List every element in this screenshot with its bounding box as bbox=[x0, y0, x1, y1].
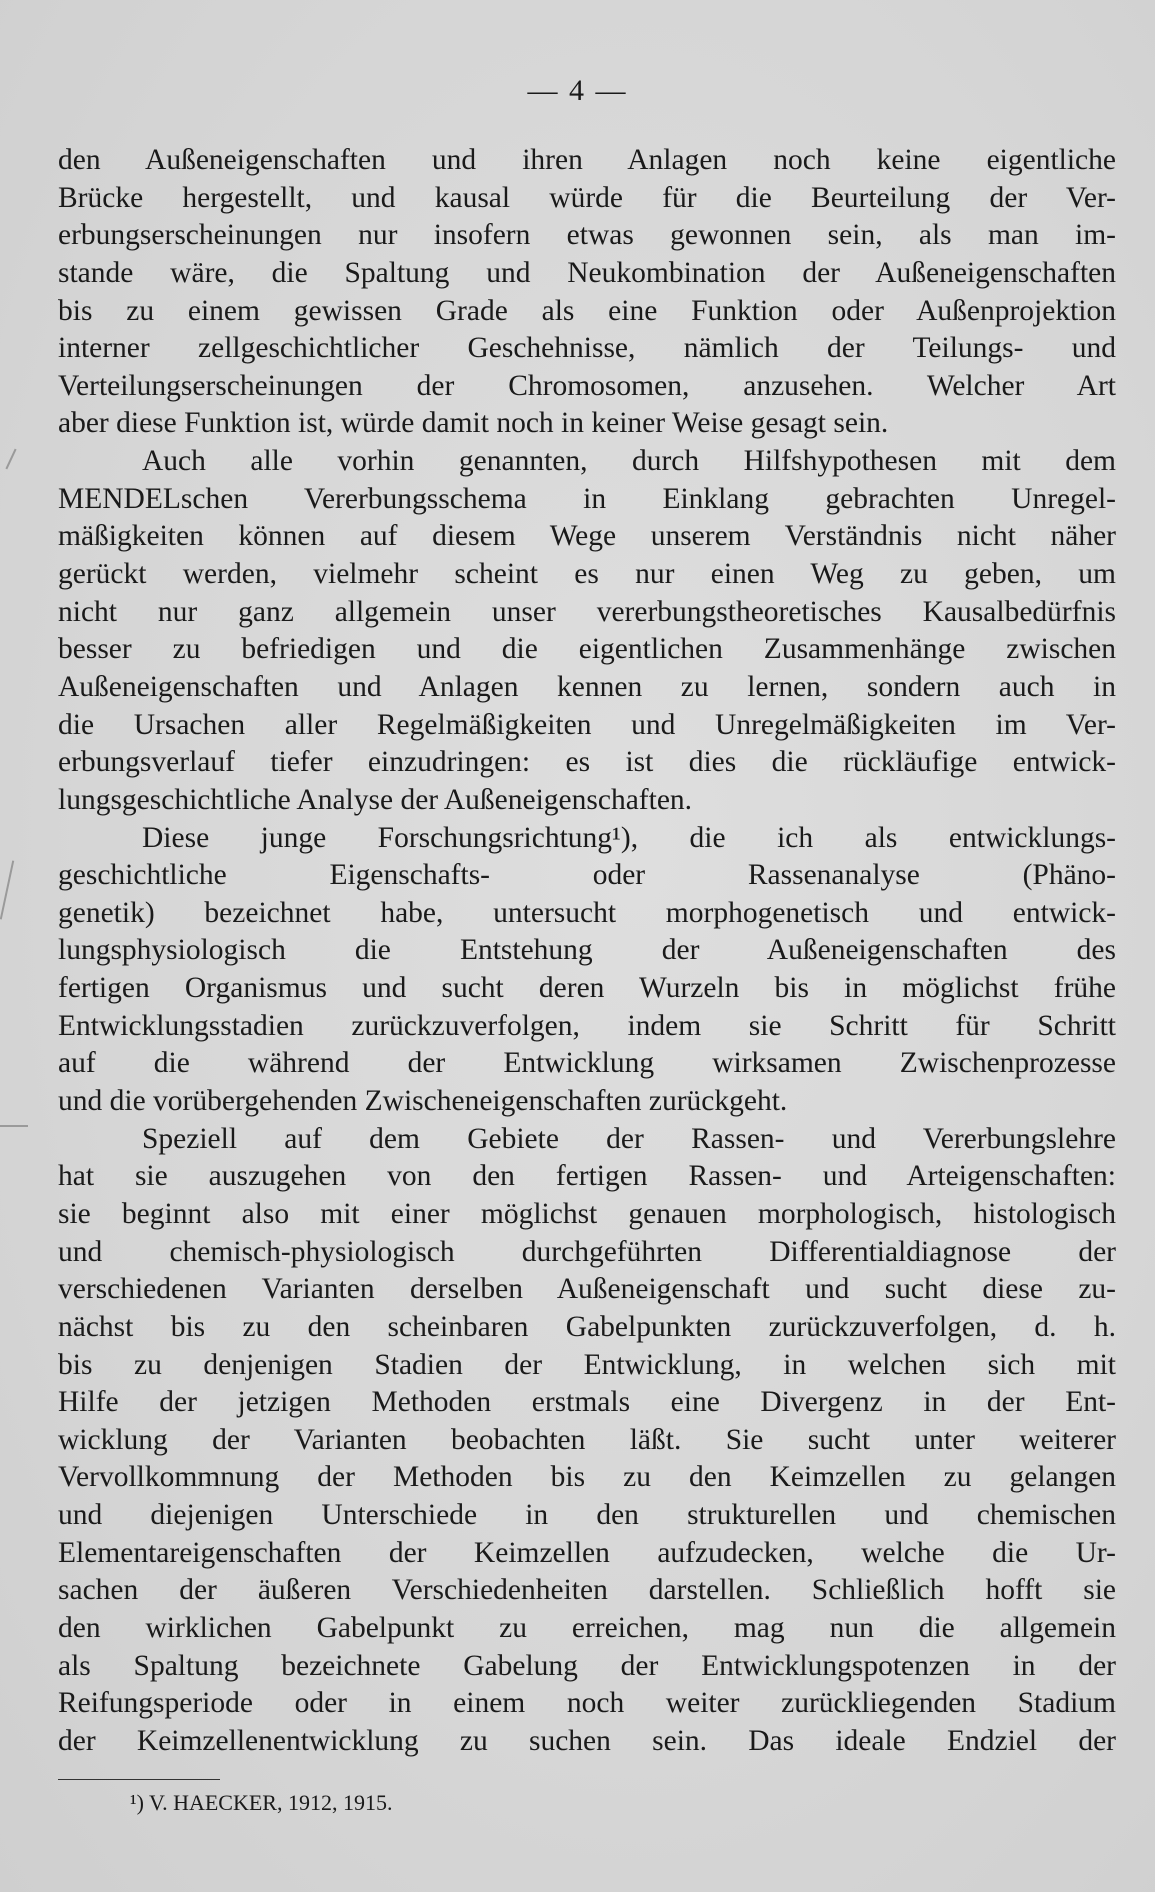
text-line: sachen der äußeren Verschiedenheiten darstellen. Schließlich hofft sie bbox=[58, 1574, 1116, 1607]
page-number: — 4 — bbox=[527, 74, 628, 107]
text-line: bis zu einem gewissen Grade als eine Funktion oder Außenprojektion bbox=[58, 294, 1116, 327]
text-line: genetik) bezeichnet habe, untersucht morphogenetisch und entwick- bbox=[58, 896, 1116, 929]
text-line: verschiedenen Varianten derselben Außeneigenschaft und sucht diese zu- bbox=[58, 1273, 1116, 1306]
margin-scan-mark bbox=[0, 860, 14, 919]
text-line-indented: Speziell auf dem Gebiete der Rassen- und Vererbungslehre bbox=[142, 1122, 1116, 1155]
text-line: mäßigkeiten können auf diesem Wege unserem Verständnis nicht näher bbox=[58, 520, 1116, 553]
text-line: der Keimzellenentwicklung zu suchen sein. Das ideale Endziel der bbox=[58, 1724, 1116, 1757]
text-line: sie beginnt also mit einer möglichst genauen morphologisch, histologisch bbox=[58, 1197, 1116, 1230]
body-text bbox=[58, 142, 1116, 1761]
text-line: Entwicklungsstadien zurückzuverfolgen, indem sie Schritt für Schritt bbox=[58, 1009, 1116, 1042]
text-line: stande wäre, die Spaltung und Neukombination der Außeneigenschaften bbox=[58, 256, 1116, 289]
text-line: und diejenigen Unterschiede in den strukturellen und chemischen bbox=[58, 1499, 1116, 1532]
text-line: den wirklichen Gabelpunkt zu erreichen, mag nun die allgemein bbox=[58, 1611, 1116, 1644]
text-line: hat sie auszugehen von den fertigen Rassen- und Arteigenschaften: bbox=[58, 1160, 1116, 1193]
text-line: als Spaltung bezeichnete Gabelung der Entwicklungspotenzen in der bbox=[58, 1649, 1116, 1682]
text-line: Hilfe der jetzigen Methoden erstmals eine Divergenz in der Ent- bbox=[58, 1386, 1116, 1419]
footnote: ¹) V. HAECKER, 1912, 1915. bbox=[130, 1790, 393, 1815]
text-line: interner zellgeschichtlicher Geschehnisse, nämlich der Teilungs- und bbox=[58, 332, 1116, 365]
text-line: bis zu denjenigen Stadien der Entwicklung, in welchen sich mit bbox=[58, 1348, 1116, 1381]
text-line: aber diese Funktion ist, würde damit noch in keiner Weise gesagt sein. bbox=[58, 407, 889, 440]
text-line: MENDELschen Vererbungsschema in Einklang gebrachten Unregel- bbox=[58, 482, 1116, 515]
text-line: den Außeneigenschaften und ihren Anlagen noch keine eigentliche bbox=[58, 144, 1116, 176]
text-line: fertigen Organismus und sucht deren Wurzeln bis in möglichst frühe bbox=[58, 972, 1116, 1005]
text-line: lungsgeschichtliche Analyse der Außeneigenschaften. bbox=[58, 783, 693, 816]
text-line: Elementareigenschaften der Keimzellen aufzudecken, welche die Ur- bbox=[58, 1536, 1116, 1569]
text-line: erbungsverlauf tiefer einzudringen: es ist dies die rückläufige entwick- bbox=[58, 746, 1116, 779]
text-line: Brücke hergestellt, und kausal würde für die Beurteilung der Ver- bbox=[58, 181, 1116, 214]
text-line-indented: Auch alle vorhin genannten, durch Hilfshypothesen mit dem bbox=[142, 445, 1116, 478]
text-line: lungsphysiologisch die Entstehung der Außeneigenschaften des bbox=[58, 934, 1116, 967]
text-line: Außeneigenschaften und Anlagen kennen zu lernen, sondern auch in bbox=[58, 670, 1116, 703]
text-line: Reifungsperiode oder in einem noch weiter zurückliegenden Stadium bbox=[58, 1687, 1116, 1720]
text-line: besser zu befriedigen und die eigentlichen Zusammenhänge zwischen bbox=[58, 633, 1116, 666]
text-line: und chemisch-physiologisch durchgeführten Differentialdiagnose der bbox=[58, 1235, 1116, 1268]
text-line: die Ursachen aller Regelmäßigkeiten und Unregelmäßigkeiten im Ver- bbox=[58, 708, 1116, 741]
margin-scan-mark bbox=[5, 449, 16, 470]
text-line: nächst bis zu den scheinbaren Gabelpunkten zurückzuverfolgen, d. h. bbox=[58, 1310, 1116, 1343]
text-line: gerückt werden, vielmehr scheint es nur einen Weg zu geben, um bbox=[58, 558, 1116, 591]
text-line: geschichtliche Eigenschafts- oder Rassenanalyse (Phäno- bbox=[58, 859, 1116, 892]
text-line: auf die während der Entwicklung wirksamen Zwischenprozesse bbox=[58, 1047, 1116, 1080]
text-line: wicklung der Varianten beobachten läßt. Sie sucht unter weiterer bbox=[58, 1423, 1116, 1456]
footnote-divider bbox=[58, 1779, 220, 1780]
text-line: Verteilungserscheinungen der Chromosomen, anzusehen. Welcher Art bbox=[58, 369, 1116, 402]
text-line: Vervollkommnung der Methoden bis zu den Keimzellen zu gelangen bbox=[58, 1461, 1116, 1494]
margin-scan-mark bbox=[0, 1125, 28, 1127]
text-line: erbungserscheinungen nur insofern etwas gewonnen sein, als man im- bbox=[58, 219, 1116, 252]
text-line: nicht nur ganz allgemein unser vererbungstheoretisches Kausalbedürfnis bbox=[58, 595, 1116, 628]
text-line-indented: Diese junge Forschungsrichtung¹), die ich als entwicklungs- bbox=[142, 821, 1116, 854]
text-line: und die vorübergehenden Zwischeneigenschaften zurückgeht. bbox=[58, 1085, 788, 1118]
